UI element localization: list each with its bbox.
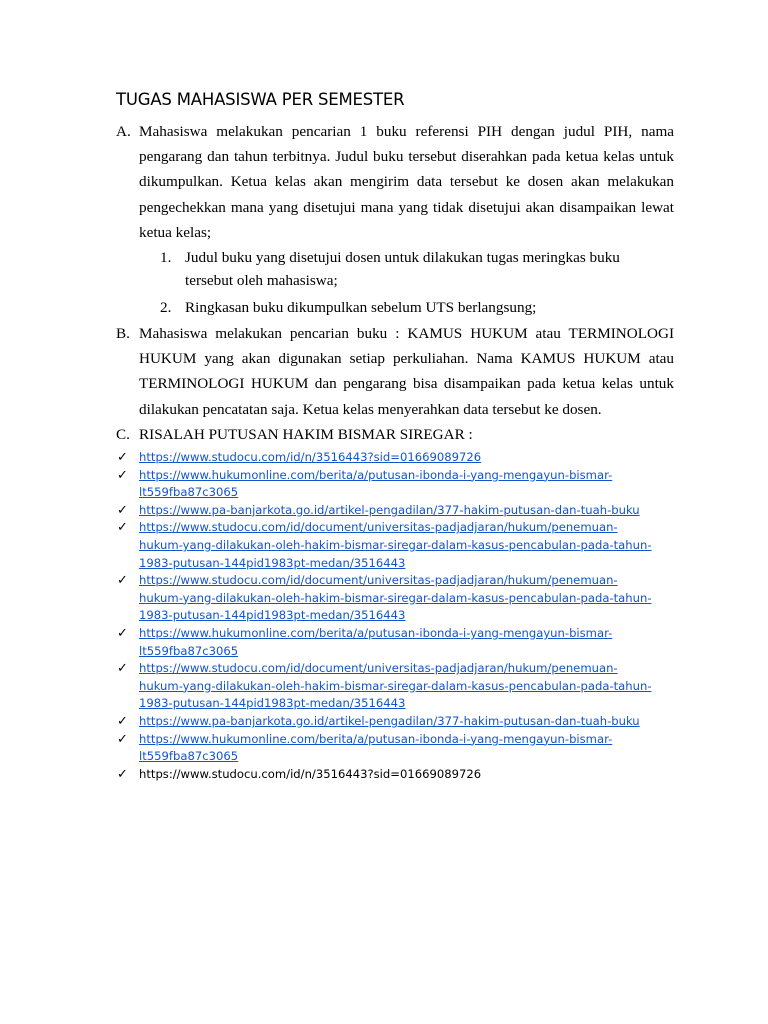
url-line: https://www.studocu.com/id/document/universitas-padjadjaran/hukum/penemuan-: [139, 520, 618, 535]
reference-link[interactable]: [139, 732, 612, 764]
section-marker: B.: [116, 325, 130, 342]
url-line: https://www.studocu.com/id/document/universitas-padjadjaran/hukum/penemuan-: [139, 573, 618, 588]
checkmark-icon: ✓: [117, 731, 128, 747]
item-text: Ringkasan buku dikumpulkan sebelum UTS berlangsung;: [185, 299, 537, 316]
url-line: 1983-putusan-144pid1983pt-medan/3516443: [139, 555, 406, 570]
url-line: https://www.studocu.com/id/n/3516443?sid=01669089726: [139, 450, 482, 464]
item-text: Judul buku yang disetujui dosen untuk dilakukan tugas meringkas buku tersebut oleh mahasiswa;: [185, 249, 620, 289]
link-list-item: [116, 519, 676, 572]
checkmark-icon: ✓: [117, 467, 128, 483]
reference-url-text: [139, 767, 481, 781]
reference-link-list: [116, 449, 676, 783]
section-marker: C.: [116, 426, 130, 443]
url-line: https://www.pa-banjarkota.go.id/artikel-pengadilan/377-hakim-putusan-dan-tuah-buku: [139, 502, 640, 517]
url-line: lt559fba87c3065: [139, 643, 239, 658]
section-text: Mahasiswa melakukan pencarian 1 buku referensi PIH dengan judul PIH, nama pengarang dan tahun terbitnya. Judul buku tersebut diserahkan pada ketua kelas untuk dikumpulkan. Ketua kelas akan mengirim data tersebut ke dosen akan melakukan pengechekkan mana yang disetujui mana yang tidak disetujui akan disampaikan lewat ketua kelas;: [139, 123, 674, 241]
url-line: 1983-putusan-144pid1983pt-medan/3516443: [139, 608, 406, 623]
url-line: lt559fba87c3065: [139, 485, 239, 500]
link-list-item: [116, 713, 676, 731]
link-list-item: [116, 731, 676, 766]
checkmark-icon: ✓: [117, 502, 128, 518]
link-list-item: [116, 625, 676, 660]
checkmark-icon: ✓: [117, 573, 128, 589]
reference-link[interactable]: [139, 520, 652, 569]
url-line: 1983-putusan-144pid1983pt-medan/3516443: [139, 696, 406, 711]
link-list-item: [116, 502, 676, 520]
page-title: TUGAS MAHASISWA PER SEMESTER: [116, 90, 405, 109]
link-list-item: [116, 572, 676, 625]
checkmark-icon: ✓: [117, 450, 128, 465]
section-b: [116, 321, 674, 422]
reference-link[interactable]: [139, 573, 652, 622]
section-text: RISALAH PUTUSAN HAKIM BISMAR SIREGAR :: [139, 426, 473, 443]
checkmark-icon: ✓: [117, 713, 128, 729]
item-number: 2.: [160, 299, 172, 316]
section-marker: A.: [116, 123, 131, 140]
link-list-item: [116, 449, 676, 467]
item-number: 1.: [160, 249, 172, 266]
numbered-item-1: [160, 247, 640, 293]
link-list-item: [116, 467, 676, 502]
url-line: hukum-yang-dilakukan-oleh-hakim-bismar-siregar-dalam-kasus-pencabulan-pada-tahun-: [139, 678, 652, 693]
url-line: hukum-yang-dilakukan-oleh-hakim-bismar-siregar-dalam-kasus-pencabulan-pada-tahun-: [139, 590, 652, 605]
url-line: https://www.hukumonline.com/berita/a/putusan-ibonda-i-yang-mengayun-bismar-: [139, 625, 613, 640]
reference-link[interactable]: [139, 503, 640, 517]
reference-link[interactable]: [139, 626, 612, 658]
url-line: https://www.hukumonline.com/berita/a/putusan-ibonda-i-yang-mengayun-bismar-: [139, 731, 613, 746]
url-line: https://www.pa-banjarkota.go.id/artikel-pengadilan/377-hakim-putusan-dan-tuah-buku: [139, 713, 640, 728]
reference-link[interactable]: [139, 714, 640, 728]
link-list-item: [116, 766, 676, 784]
checkmark-icon: ✓: [117, 520, 128, 536]
reference-link[interactable]: [139, 468, 612, 500]
url-line: hukum-yang-dilakukan-oleh-hakim-bismar-siregar-dalam-kasus-pencabulan-pada-tahun-: [139, 537, 652, 552]
section-a: [116, 119, 674, 245]
section-text: Mahasiswa melakukan pencarian buku : KAMUS HUKUM atau TERMINOLOGI HUKUM yang akan digunakan setiap perkuliahan. Nama KAMUS HUKUM atau TERMINOLOGI HUKUM dan pengarang bisa disampaikan pada ketua kelas untuk dilakukan pencatatan saja. Ketua kelas menyerahkan data tersebut ke dosen.: [139, 325, 674, 418]
url-line: https://www.hukumonline.com/berita/a/putusan-ibonda-i-yang-mengayun-bismar-: [139, 467, 613, 482]
url-line: https://www.studocu.com/id/n/3516443?sid=01669089726: [139, 766, 482, 781]
section-c: [116, 422, 674, 447]
checkmark-icon: ✓: [117, 661, 128, 677]
checkmark-icon: ✓: [117, 766, 128, 782]
url-line: https://www.studocu.com/id/document/universitas-padjadjaran/hukum/penemuan-: [139, 661, 618, 676]
url-line: lt559fba87c3065: [139, 749, 239, 764]
reference-link[interactable]: [139, 661, 652, 710]
link-list-item: [116, 660, 676, 713]
reference-link[interactable]: [139, 450, 481, 464]
checkmark-icon: ✓: [117, 625, 128, 641]
numbered-item-2: [160, 297, 640, 320]
